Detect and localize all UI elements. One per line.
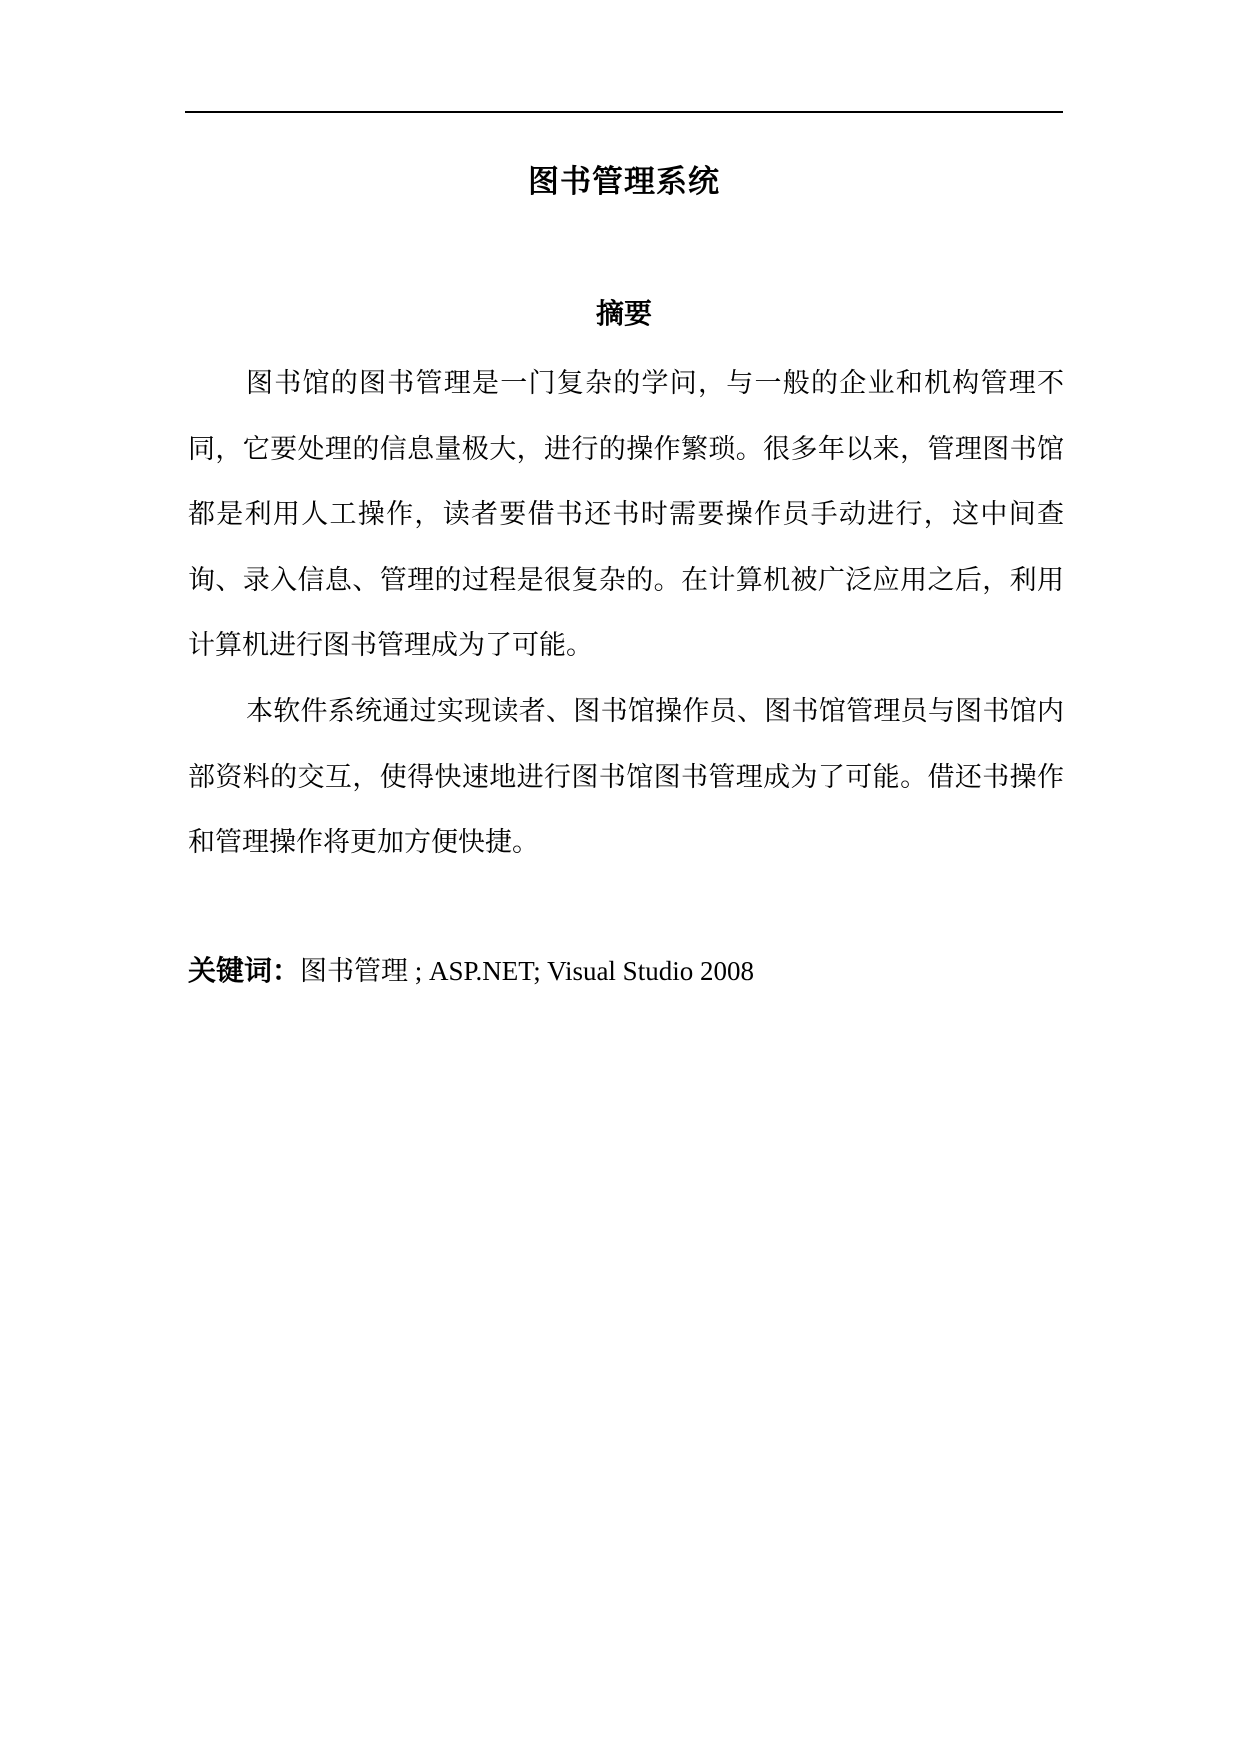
abstract-paragraph-1: 图书馆的图书管理是一门复杂的学问，与一般的企业和机构管理不同，它要处理的信息量极大，进行的操作繁琐。很多年以来，管理图书馆都是利用人工操作，读者要借书还书时需要操作员手动进行，这中间查询、录入信息、管理的过程是很复杂的。在计算机被广泛应用之后，利用计算机进行图书管理成为了可能。 <box>188 368 1064 661</box>
keywords-label: 关键词： <box>188 954 301 987</box>
abstract-heading: 摘要 <box>595 297 652 330</box>
abstract-paragraph-2: 本软件系统通过实现读者、图书馆操作员、图书馆管理员与图书馆内部资料的交互，使得快速地进行图书馆图书管理成为了可能。借还书操作和管理操作将更加方便快捷。 <box>188 696 1064 858</box>
keywords-line <box>188 949 1064 994</box>
header-rule <box>185 111 1063 113</box>
document-title: 图书管理系统 <box>528 164 720 200</box>
keywords-value: 图书管理 ; ASP.NET; Visual Studio 2008 <box>300 956 754 986</box>
